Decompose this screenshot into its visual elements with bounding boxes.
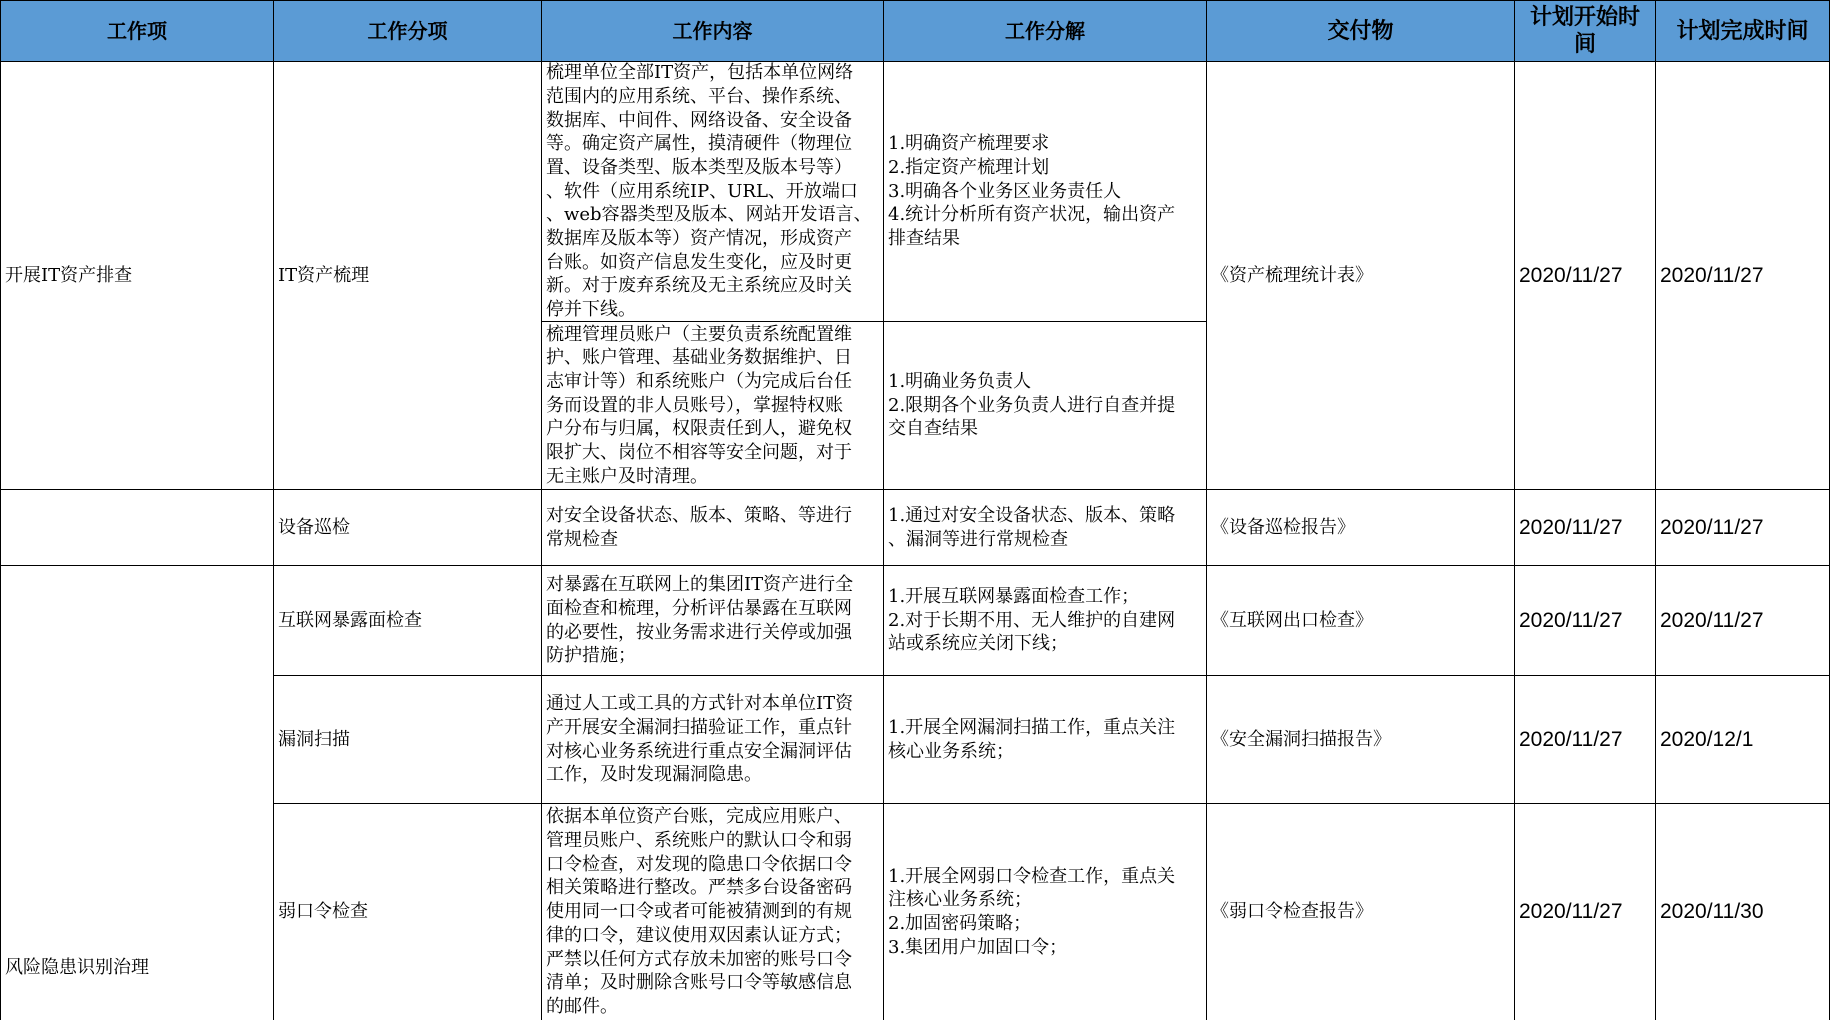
sub-item-cell: [274, 676, 542, 804]
start-date-text: 2020/11/27: [1519, 515, 1623, 539]
start-date-cell: [1515, 804, 1656, 1020]
start-date-text: 2020/11/27: [1519, 900, 1623, 924]
breakdown-text: 1.明确业务负责人 2.限期各个业务负责人进行自查并提 交自查结果: [888, 370, 1176, 440]
breakdown-cell: [884, 322, 1207, 490]
sub-item-label: 弱口令检查: [278, 901, 368, 923]
sub-item-label: 漏洞扫描: [278, 728, 350, 750]
start-date-cell: [1515, 566, 1656, 676]
breakdown-text: 1.开展互联网暴露面检查工作； 2.对于长期不用、无人维护的自建网 站或系统应关闭下线；: [888, 585, 1176, 655]
header-work-item: 工作项: [0, 0, 274, 62]
end-date-text: 2020/11/27: [1660, 263, 1764, 287]
sub-item-cell: [274, 804, 542, 1020]
deliverable-cell: [1207, 804, 1515, 1020]
deliverable-text: 《安全漏洞扫描报告》: [1211, 728, 1391, 750]
content-text: 梳理单位全部IT资产，包括本单位网络 范围内的应用系统、平台、操作系统、 数据库、中间件、网络设备、安全设备 等。确定资产属性，摸清硬件（物理位 置、设备类型、版本类型及版本号等） 、软件（应用系统IP、URL、开放端口 、web容器类型及版本、网站开发语言、 数据库及版本等）资产情况，形成资产 台账。如资产信息发生变化，应及时更 新。对于废弃系统及无主系统应及时关 停并下线。: [546, 62, 872, 321]
deliverable-text: 《弱口令检查报告》: [1211, 901, 1373, 923]
content-text: 对安全设备状态、版本、策略、等进行 常规检查: [546, 504, 852, 550]
content-cell: [542, 490, 884, 566]
content-cell: [542, 322, 884, 490]
end-date-text: 2020/11/27: [1660, 608, 1764, 632]
breakdown-cell: [884, 804, 1207, 1020]
header-deliverable: 交付物: [1207, 0, 1515, 62]
breakdown-cell: [884, 566, 1207, 676]
deliverable-text: 《设备巡检报告》: [1211, 516, 1355, 538]
end-date-cell: [1656, 804, 1830, 1020]
end-date-cell: [1656, 676, 1830, 804]
sub-item-cell: [274, 62, 542, 490]
content-cell: [542, 62, 884, 322]
sub-item-label: IT资产梳理: [278, 264, 370, 286]
header-start-date: 计划开始时间: [1515, 0, 1656, 62]
start-date-cell: [1515, 490, 1656, 566]
content-cell: [542, 804, 884, 1020]
deliverable-text: 《互联网出口检查》: [1211, 609, 1373, 631]
breakdown-cell: [884, 490, 1207, 566]
content-text: 梳理管理员账户（主要负责系统配置维 护、账户管理、基础业务数据维护、日 志审计等）和系统账户（为完成后台任 务而设置的非人员账号），掌握特权账 户分布与归属，权限责任到人，避免权 限扩大、岗位不相容等安全问题，对于 无主账户及时清理。: [546, 323, 852, 487]
work-item-cell: [0, 62, 274, 490]
end-date-cell: [1656, 566, 1830, 676]
deliverable-cell: [1207, 62, 1515, 490]
content-text: 通过人工或工具的方式针对本单位IT资 产开展安全漏洞扫描验证工作，重点针 对核心业务系统进行重点安全漏洞评估 工作，及时发现漏洞隐患。: [546, 693, 854, 786]
breakdown-text: 1.通过对安全设备状态、版本、策略 、漏洞等进行常规检查: [888, 504, 1176, 550]
end-date-cell: [1656, 62, 1830, 490]
start-date-text: 2020/11/27: [1519, 263, 1623, 287]
sub-item-label: 互联网暴露面检查: [278, 609, 422, 631]
end-date-text: 2020/11/30: [1660, 900, 1764, 924]
sub-item-cell: [274, 566, 542, 676]
end-date-text: 2020/11/27: [1660, 515, 1764, 539]
sub-item-cell: [274, 490, 542, 566]
work-item-label: 风险隐患识别治理: [5, 957, 149, 979]
header-sub-item: 工作分项: [274, 0, 542, 62]
end-date-text: 2020/12/1: [1660, 727, 1754, 751]
content-text: 对暴露在互联网上的集团IT资产进行全 面检查和梳理，分析评估暴露在互联网 的必要性，按业务需求进行关停或加强 防护措施；: [546, 574, 854, 667]
work-item-cell: [0, 490, 274, 566]
deliverable-cell: [1207, 566, 1515, 676]
breakdown-text: 1.开展全网漏洞扫描工作，重点关注 核心业务系统；: [888, 716, 1176, 762]
content-text: 依据本单位资产台账，完成应用账户、 管理员账户、系统账户的默认口令和弱 口令检查，对发现的隐患口令依据口令 相关策略进行整改。严禁多台设备密码 使用同一口令或者可能被猜测到的有规 律的口令，建议使用双因素认证方式； 严禁以任何方式存放未加密的账号口令 清单；及时删除含账号口令等敏感信息 的邮件。: [546, 806, 852, 1017]
breakdown-cell: [884, 62, 1207, 322]
content-cell: [542, 676, 884, 804]
header-end-date: 计划完成时间: [1656, 0, 1830, 62]
deliverable-cell: [1207, 490, 1515, 566]
start-date-cell: [1515, 62, 1656, 490]
work-item-cell: [0, 566, 274, 1020]
sub-item-label: 设备巡检: [278, 516, 350, 538]
end-date-cell: [1656, 490, 1830, 566]
deliverable-text: 《资产梳理统计表》: [1211, 264, 1373, 286]
deliverable-cell: [1207, 676, 1515, 804]
header-breakdown: 工作分解: [884, 0, 1207, 62]
breakdown-text: 1.明确资产梳理要求 2.指定资产梳理计划 3.明确各个业务区业务责任人 4.统计分析所有资产状况，输出资产 排查结果: [888, 133, 1176, 250]
start-date-cell: [1515, 676, 1656, 804]
work-item-label: 开展IT资产排查: [5, 264, 133, 286]
start-date-text: 2020/11/27: [1519, 608, 1623, 632]
content-cell: [542, 566, 884, 676]
breakdown-text: 1.开展全网弱口令检查工作，重点关 注核心业务系统； 2.加固密码策略； 3.集团用户加固口令；: [888, 865, 1176, 958]
start-date-text: 2020/11/27: [1519, 727, 1623, 751]
header-content: 工作内容: [542, 0, 884, 62]
breakdown-cell: [884, 676, 1207, 804]
